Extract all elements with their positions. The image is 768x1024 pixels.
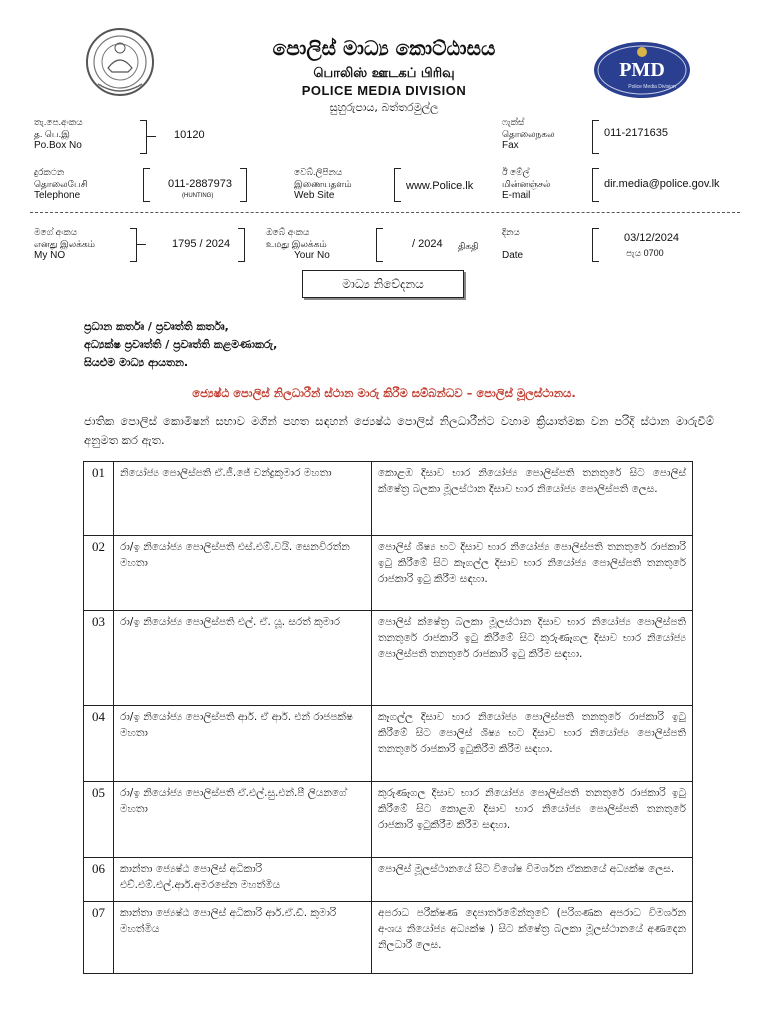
- table-row: [84, 611, 693, 706]
- officer-name: රා/ඉ නියෝජ්‍ය පොලිස්පති ඒ.එල්.සු.එන්.පී ලියනගේ මහතා: [114, 782, 372, 858]
- row-number: 03: [84, 611, 114, 706]
- telephone-note: (HUNTING): [182, 193, 214, 199]
- time-value: පැය 0700: [626, 248, 664, 258]
- header-divider: [30, 212, 740, 213]
- pobox-value: 10120: [174, 129, 205, 141]
- transfer-description: අපරාධ පරීක්ෂණ දෙපාර්තමේන්තුවේ (පරිගණක අපරාධ විමර්ශන අංශය නියෝජ්‍ය අධ්‍යක්ෂ ) සිට ක්ෂේත්‍ර බලකා මූලස්ථානයේ අණදෙන නිලධාරී ලෙස.: [372, 902, 693, 974]
- my-no-value: 1795 / 2024: [172, 238, 231, 250]
- addressee-line: ප්‍රධාන කර්තෘ / ප්‍රවෘත්ති කර්තෘ,: [84, 320, 229, 333]
- table-row: [84, 706, 693, 782]
- website-link[interactable]: www.Police.lk: [406, 180, 474, 192]
- header-title-english: POLICE MEDIA DIVISION: [301, 83, 467, 98]
- fax-value: 011-2171635: [604, 127, 669, 139]
- transfers-table: [83, 461, 693, 974]
- header-title-tamil: பொலிஸ் ஊடகப் பிரிவு: [313, 66, 455, 81]
- table-row: [84, 782, 693, 858]
- table-row: [84, 902, 693, 974]
- telephone-label: දුරකථන தொலைபேசி Telephone: [34, 167, 88, 201]
- table-row: [84, 462, 693, 536]
- addressee-line: අධ්‍යක්ෂ ප්‍රවෘත්ති / ප්‍රවෘත්ති කළමණාකරු,: [84, 338, 278, 351]
- fax-label: ෆැක්ස් தொலைநகல Fax: [502, 117, 555, 151]
- transfer-description: පොලිස් ශිෂ්‍ය භට දිසාව භාර නියෝජ්‍ය පොලිස්පති තනතුරේ රාජකාරි ඉටු කිරීමේ සිට කෑගල්ල දිසාව භාර නියෝජ්‍ය පොලිස්පති තනතුරේ රාජකාරි ඉටු කිරීම සඳහා.: [372, 536, 693, 611]
- officer-name: කාන්තා ජ්‍යෙෂ්ඨ පොලිස් අධිකාරි ආර්.ඒ.ඩී. කුමාරි මහත්මිය: [114, 902, 372, 974]
- transfer-description: කොළඹ දිසාව භාර නියෝජ්‍ය පොලිස්පති තනතුරේ සිට පොලිස් ක්ෂේත්‍ර බලකා මූලස්ථාන දිසාව භාර නියෝජ්‍ය පොලිස්පති ලෙස.: [372, 462, 693, 536]
- header-address: සුහුරුපාය, බත්තරමුල්ල: [329, 101, 439, 114]
- transfer-description: කුරුණෑගල දිසාව භාර නියෝජ්‍ය පොලිස්පති තනතුරේ රාජකාරි ඉටු කිරීමේ සිට කොළඹ දිසාව භාර නියෝජ්‍ය පොලිස්පති තනතුරේ රාජකාරි ඉටුකිරීම කිරීම සඳහා.: [372, 782, 693, 858]
- officer-name: කාන්තා ජ්‍යෙෂ්ඨ පොලිස් අධිකාරි එච්.එම්.එල්.ආර්.අමරසේන මහත්මිය: [114, 858, 372, 902]
- my-no-label: මගේ අංකය எனது இலக்கம் My NO: [34, 227, 96, 261]
- subject-heading: ජ්‍යෙෂ්ඨ පොලිස් නිලධාරීන් ස්ථාන මාරු කිරීම සම්බන්ධව – පොලිස් මූලස්ථානය.: [192, 386, 576, 400]
- header-title-sinhala: පොලිස් මාධ්‍ය කොට්ඨාසය: [272, 36, 496, 60]
- pobox-label: තැ.පෙ.අංකය த. பெ.இ Po.Box No: [34, 117, 83, 151]
- row-number: 06: [84, 858, 114, 902]
- your-no-suffix: திகதி: [458, 241, 479, 251]
- addressee-line: සියළුම මාධ්‍ය ආයතන.: [84, 356, 189, 369]
- table-row: [84, 536, 693, 611]
- transfer-description: පොලිස් මූලස්ථානයේ සිට විශේෂ විමර්ශන ඒකකයේ අධ්‍යක්ෂ ලෙස.: [372, 858, 693, 902]
- your-no-label: ඔබේ අංකය உமது இலக்கம் Your No: [266, 227, 330, 261]
- row-number: 04: [84, 706, 114, 782]
- transfer-description: කෑගල්ල දිසාව භාර නියෝජ්‍ය පොලිස්පති තනතුරේ රාජකාරි ඉටු කිරීමේ සිට පොලිස් ශිෂ්‍ය භට දිසාව භාර නියෝජ්‍ය පොලිස්පති තනතුරේ රාජකාරි ඉටුකිරීම කිරීම සඳහා.: [372, 706, 693, 782]
- row-number: 01: [84, 462, 114, 536]
- telephone-value: 011-2887973: [168, 178, 233, 190]
- transfer-description: පොලිස් ක්ෂේත්‍ර බලකා මූලස්ථාන දිසාව භාර නියෝජ්‍ය පොලිස්පති තනතුරේ රාජකාරි ඉටු කිරීමේ සිට කුරුණෑගල දිසාව භාර නියෝජ්‍ය පොලිස්පති තනතුරේ රාජකාරි ඉටු කිරීම සඳහා.: [372, 611, 693, 706]
- row-number: 05: [84, 782, 114, 858]
- date-value: 03/12/2024: [624, 232, 680, 244]
- pmd-logo-text: PMD: [619, 59, 665, 81]
- officer-name: රා/ඉ නියෝජ්‍ය පොලිස්පති එස්.එම්.වයි. සෙනවිරත්න මහතා: [114, 536, 372, 611]
- row-number: 07: [84, 902, 114, 974]
- email-label: ඊ මේල් மின்னஞ்சல் E-mail: [502, 167, 551, 201]
- date-label: දිනය Date: [502, 227, 524, 261]
- table-row: [84, 858, 693, 902]
- intro-paragraph: ජාතික පොලිස් කොමිෂන් සභාව මගින් පහත සඳහන් ජ්‍යෙෂ්ඨ පොලිස් නිලධාරීන්ට වහාම ක්‍රියාත්මක වන පරිදි ස්ථාන මාරුවීම් අනුමත කර ඇත.: [84, 414, 714, 447]
- row-number: 02: [84, 536, 114, 611]
- notice-title: මාධ්‍ය නිවේදනය: [302, 270, 464, 298]
- addressee-block: [84, 318, 277, 372]
- your-no-value: / 2024: [412, 238, 443, 250]
- website-label: වෙබ්.ලිපිනය இணையதளம் Web Site: [294, 167, 352, 201]
- officer-name: රා/ඉ නියෝජ්‍ය පොලිස්පති එල්. ඒ. යූ. සරත් කුමාර: [114, 611, 372, 706]
- email-link[interactable]: dir.media@police.gov.lk: [604, 178, 720, 190]
- pmd-logo-subtext: Police Media Division: [628, 84, 676, 90]
- officer-name: රා/ඉ නියෝජ්‍ය පොලිස්පති ආර්. ඒ ආර්. එන් රාජපක්ෂ මහතා: [114, 706, 372, 782]
- officer-name: නියෝජ්‍ය පොලිස්පති ඒ.ජී.ජේ චන්ද්‍රකුමාර මහතා: [114, 462, 372, 536]
